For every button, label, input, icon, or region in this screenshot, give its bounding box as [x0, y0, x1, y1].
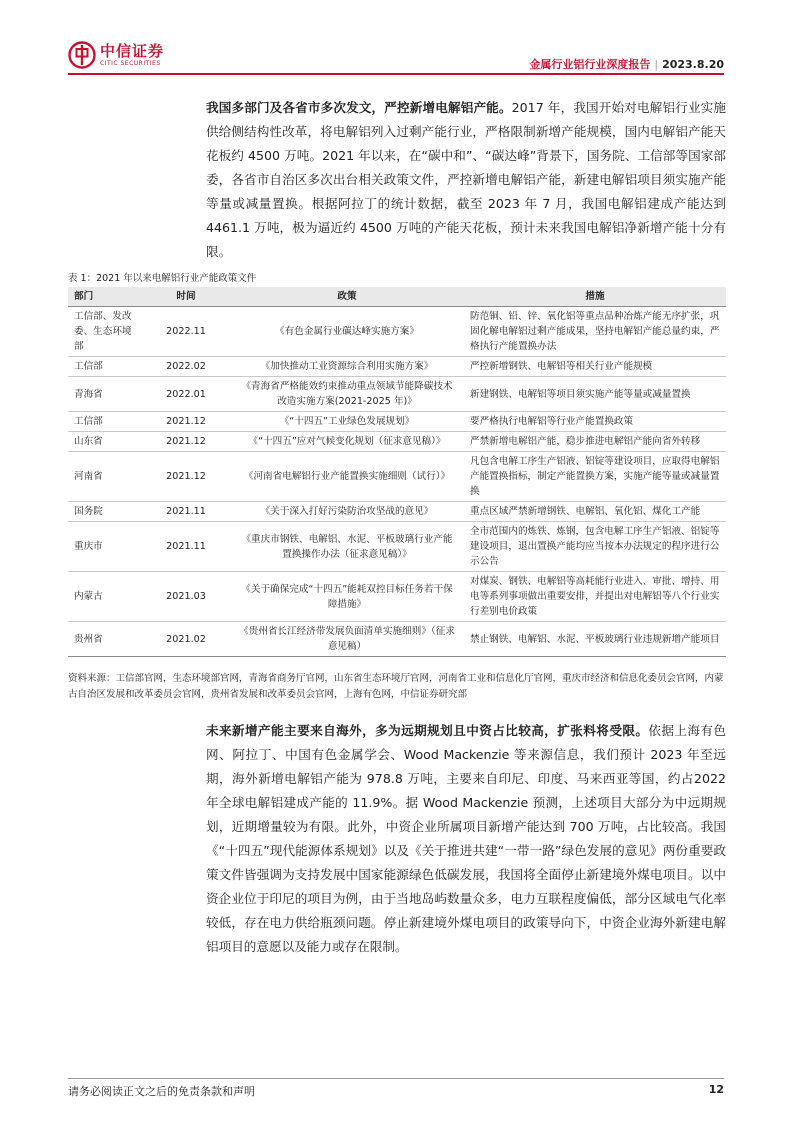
footer-disclaimer: 请务必阅读正文之后的免责条款和声明	[68, 1085, 255, 1098]
cell-policy: 《关于深入打好污染防治攻坚战的意见》	[230, 502, 464, 522]
paragraph-domestic-capacity	[206, 96, 726, 264]
cell-policy: 《有色金属行业碳达峰实施方案》	[230, 307, 464, 357]
cell-time: 2022.01	[142, 377, 230, 412]
cell-dept: 贵州省	[68, 622, 142, 657]
title-separator: |	[654, 58, 659, 71]
footer-divider	[68, 1078, 724, 1079]
cell-policy: 《青海省严格能效约束推动重点领域节能降碳技术改造实施方案(2021-2025 年)》	[230, 377, 464, 412]
report-date: 2023.8.20	[662, 58, 724, 71]
column-header-policy: 政策	[230, 287, 464, 307]
paragraph-body: 2017 年，我国开始对电解铝行业实施供给侧结构性改革，将电解铝列入过剩产能行业，严格限制新增产能规模，国内电解铝产能天花板约 4500 万吨。2021 年以来，在“碳中和”、“碳达峰”背景下，国务院、工信部等国家部委，各省市自治区多次出台相关政策文件，严控新增电解铝产能，新建电解铝项目须实施产能等量或减量置换。根据阿拉丁的统计数据，截至 2023 年 7 月，我国电解铝建成产能达到 4461.1 万吨，极为逼近约 4500 万吨的产能天花板，预计未来我国电解铝净新增产能十分有限。	[206, 100, 727, 259]
table-source-note: 资料来源：工信部官网，生态环境部官网，青海省商务厅官网，山东省生态环境厅官网，河南省工业和信息化厅官网，重庆市经济和信息化委员会官网，内蒙古自治区发展和改革委员会官网，贵州省发展和改革委员会官网，上海有色网，中信证券研究部	[68, 673, 724, 700]
cell-dept: 工信部	[68, 412, 142, 432]
cell-dept: 国务院	[68, 502, 142, 522]
cell-measure: 对煤炭、钢铁、电解铝等高耗能行业进入、审批、增持、用电等系列事项做出重要安排，并提出对电解铝等八个行业实行差别电价政策	[464, 572, 726, 622]
cell-dept: 河南省	[68, 452, 142, 502]
page-number: 12	[708, 1083, 724, 1096]
cell-measure: 凡包含电解工序生产铝液、铝锭等建设项目，应取得电解铝产能置换指标，制定产能置换方案，实施产能等量或减量置换	[464, 452, 726, 502]
paragraph-lead: 我国多部门及各省市多次发文，严控新增电解铝产能。	[206, 100, 512, 115]
table-row	[68, 622, 726, 657]
cell-policy: 《贵州省长江经济带发展负面清单实施细则》（征求意见稿）	[230, 622, 464, 657]
cell-measure: 要严格执行电解铝等行业产能置换政策	[464, 412, 726, 432]
table-row	[68, 307, 726, 357]
report-title	[529, 56, 724, 72]
cell-time: 2021.12	[142, 432, 230, 452]
cell-time: 2022.02	[142, 357, 230, 377]
cell-policy: 《“十四五”工业绿色发展规划》	[230, 412, 464, 432]
cell-measure: 全市范围内的炼铁、炼钢，包含电解工序生产铝液、铝锭等建设项目，退出置换产能均应当按本办法规定的程序进行公示公告	[464, 522, 726, 572]
cell-policy: 《河南省电解铝行业产能置换实施细则（试行）》	[230, 452, 464, 502]
paragraph-body: 依据上海有色网、阿拉丁、中国有色金属学会、Wood Mackenzie 等来源信息，我们预计 2023 年至远期，海外新增电解铝产能为 978.8 万吨，主要来自印尼、印度、马来西亚等国，约占2022 年全球电解铝建成产能的 11.9%。据 Wood Mackenzie 预测，上述项目大部分为中远期规划，近期增量较为有限。此外，中资企业所属项目新增产能达到 700 万吨，占比较高。我国《“十四五”现代能源体系规划》以及《关于推进共建“一带一路”绿色发展的意见》两份重要政策文件皆强调为支持发展中国家能源绿色低碳发展，我国将全面停止新建境外煤电项目。以中资企业位于印尼的项目为例，由于当地岛屿数量众多，电力互联程度偏低，部分区域电气化率较低，存在电力供给瓶颈问题。停止新建境外煤电项目的政策导向下，中资企业海外新建电解铝项目的意愿以及能力或存在限制。	[206, 723, 727, 954]
cell-time: 2022.11	[142, 307, 230, 357]
cell-measure: 重点区域严禁新增钢铁、电解铝、氧化铝、煤化工产能	[464, 502, 726, 522]
cell-time: 2021.11	[142, 522, 230, 572]
table-row	[68, 412, 726, 432]
cell-time: 2021.12	[142, 452, 230, 502]
table-row	[68, 432, 726, 452]
column-header-time: 时间	[142, 287, 230, 307]
cell-measure: 防范铜、铅、锌、氧化铝等重点品种冶炼产能无序扩张，巩固化解电解铝过剩产能成果，坚持电解铝产能总量约束，严格执行产能置换办法	[464, 307, 726, 357]
cell-dept: 山东省	[68, 432, 142, 452]
cell-measure: 严禁新增电解铝产能，稳步推进电解铝产能向省外转移	[464, 432, 726, 452]
logo-name-en: CITIC SECURITIES	[100, 59, 161, 67]
table-row	[68, 522, 726, 572]
cell-time: 2021.12	[142, 412, 230, 432]
table-row	[68, 502, 726, 522]
cell-policy: 《“十四五”应对气候变化规划（征求意见稿）》	[230, 432, 464, 452]
table-caption: 表 1：2021 年以来电解铝行业产能政策文件	[68, 273, 257, 284]
cell-dept: 青海省	[68, 377, 142, 412]
paragraph-lead: 未来新增产能主要来自海外，多为远期规划且中资占比较高，扩张料将受限。	[206, 723, 649, 738]
paragraph-overseas-capacity	[206, 719, 726, 959]
logo-name-cn: 中信证券	[100, 41, 165, 60]
cell-measure: 禁止钢铁、电解铝、水泥、平板玻璃行业违规新增产能项目	[464, 622, 726, 657]
company-logo	[68, 41, 164, 69]
column-header-measure: 措施	[464, 287, 726, 307]
cell-dept: 工信部、发改委、生态环境部	[68, 307, 142, 357]
header-divider	[68, 73, 724, 75]
cell-policy: 《加快推动工业资源综合利用实施方案》	[230, 357, 464, 377]
cell-dept: 内蒙古	[68, 572, 142, 622]
report-name: 金属行业铝行业深度报告	[529, 58, 651, 71]
citic-logo-icon	[68, 41, 96, 69]
table-row	[68, 357, 726, 377]
cell-policy: 《关于确保完成“十四五”能耗双控目标任务若干保障措施》	[230, 572, 464, 622]
column-header-dept: 部门	[68, 287, 142, 307]
policy-table	[68, 287, 726, 657]
cell-time: 2021.02	[142, 622, 230, 657]
table-row	[68, 377, 726, 412]
cell-dept: 工信部	[68, 357, 142, 377]
table-row	[68, 572, 726, 622]
cell-time: 2021.11	[142, 502, 230, 522]
cell-policy: 《重庆市钢铁、电解铝、水泥、平板玻璃行业产能置换操作办法（征求意见稿）》	[230, 522, 464, 572]
cell-dept: 重庆市	[68, 522, 142, 572]
table-row	[68, 452, 726, 502]
table-header-row	[68, 287, 726, 307]
cell-measure: 严控新增钢铁、电解铝等相关行业产能规模	[464, 357, 726, 377]
cell-measure: 新建钢铁、电解铝等项目须实施产能等量或减量置换	[464, 377, 726, 412]
cell-time: 2021.03	[142, 572, 230, 622]
